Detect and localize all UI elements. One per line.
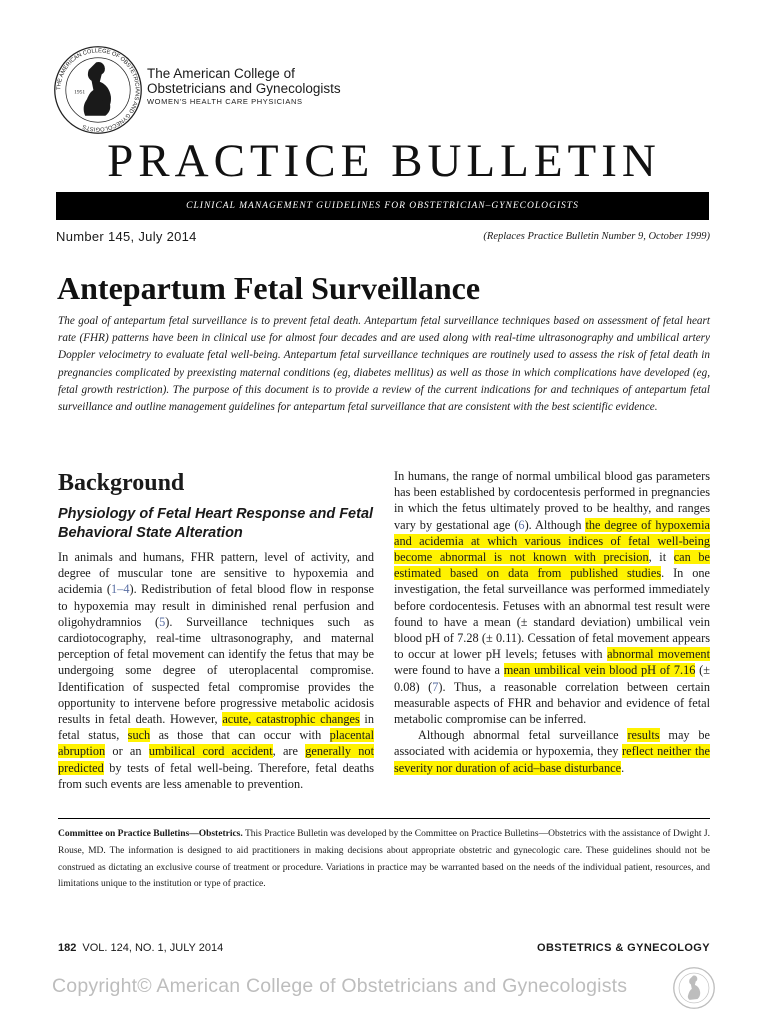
bulletin-number: Number 145, July 2014 [56,229,197,244]
svg-text:1951: 1951 [74,89,86,96]
reference-link[interactable]: 5 [159,614,166,629]
highlight: acute, catastrophic changes [222,712,360,727]
left-paragraph: In animals and humans, FHR pattern, level of activity, and degree of muscular tone are sensitive to hypoxemia and acidemia (1–4). Redistribution of fetal blood flow in response to hypoxemia may result in diminished renal perfusion and oligohydramnios (5). Surveillance techniques such as cardiotocography, real-time ultrasonography, and maternal perception of fetal movement can identify the fetus that may be undergoing some degree of uteroplacental compromise. Identification of suspected fetal compromise provides the opportunity to intervene before progressive metabolic acidosis results in fetal death. However, acute, catastrophic changes in fetal status, such as those that can occur with placental abruption or an umbilical cord accident, are generally not predicted by tests of fetal well-being. Therefore, fetal deaths from such events are less amenable to prevention. [58,550,375,791]
practice-bulletin-title: PRACTICE BULLETIN [107,135,661,187]
organization-name [147,66,341,108]
committee-note: Committee on Practice Bulletins—Obstetrics. This Practice Bulletin was developed by the Committee on Practice Bulletins—Obstetrics with the assistance of Dwight J. Rouse, MD. The information is designed to aid practitioners in making decisions about appropriate obstetric and gynecologic care. These guidelines should not be construed as dictating an exclusive course of treatment or procedure. Variations in practice may be warranted based on the needs of the individual patient, resources, and limitations unique to the institution or type of practice. [58,829,710,890]
highlight: can be estimated based on data from published studies [394,550,710,581]
article-abstract: The goal of antepartum fetal surveillance is to prevent fetal death. Antepartum fetal surveillance techniques based on assessment of fetal heart rate (FHR) patterns have been in clinical use for almost four decades and are used along with real-time ultrasonography and umbilical artery Doppler velocimetry to evaluate fetal well-being. Antepartum fetal surveillance techniques are routinely used to assess the risk of fetal death in pregnancies complicated by preexisting maternal conditions (eg, diabetes mellitus) as well as those in which complications have developed (eg, fetal growth restriction). The purpose of this document is to provide a review of the current indications for and techniques of antepartum fetal surveillance and outline management guidelines for antepartum fetal surveillance that are consistent with the best scientific evidence. [58,315,710,414]
highlight: such [127,728,151,743]
guidelines-banner: CLINICAL MANAGEMENT GUIDELINES FOR OBSTETRICIAN–GYNECOLOGISTS [56,192,709,220]
reference-link[interactable]: 1–4 [111,582,130,597]
right-paragraph-1: In humans, the range of normal umbilical blood gas parameters has been established by cordocentesis performed in pregnancies in which the fetus ultimately proved to be healthy, and ranges vary by gestational age (6). Although the degree of hypoxemia and acidemia at which various indices of fetal well-being become abnormal is not known with precision, it can be estimated based on data from published studies. In one investigation, the fetal surveillance was performed immediately before cordocentesis. Fetuses with an abnormal test result were found to have a mean (± standard deviation) umbilical vein blood pH of 7.28 (± 0.11). Cessation of fetal movement appears to occur at lower pH levels; fetuses with abnormal movement were found to have a mean umbilical vein blood pH of 7.16 (± 0.08) (7). Thus, a reasonable correlation between certain measurable aspects of FHR and behavior and evidence of fetal metabolic compromise can be inferred. [394,469,710,727]
left-column [58,468,374,792]
highlight: abnormal movement [607,647,710,662]
article-title: Antepartum Fetal Surveillance [57,270,481,306]
section-heading-background: Background [58,470,185,496]
footnote-divider [58,818,710,819]
highlight: umbilical cord accident [148,744,273,759]
svg-text:THE AMERICAN COLLEGE OF OBSTET: THE AMERICAN COLLEGE OF OBSTETRICIANS AND GYNECOLOGISTS [56,48,140,132]
highlight: placental abruption [58,728,374,759]
acog-seal-logo [52,44,144,136]
highlight: mean umbilical vein blood pH of 7.16 [503,663,696,678]
journal-name: OBSTETRICS & GYNECOLOGY [537,942,710,954]
right-column [394,468,710,776]
highlight: generally not predicted [58,744,374,775]
highlight: reflect neither the severity nor duration of acid–base disturbance [394,744,710,775]
highlight: results [627,728,660,743]
committee-name: Committee on Practice Bulletins—Obstetrics. [58,829,243,839]
volume-info: VOL. 124, NO. 1, JULY 2014 [82,942,224,954]
copyright-watermark: Copyright© American College of Obstetricians and Gynecologists [52,975,628,997]
reference-link[interactable]: 6 [518,517,525,532]
org-line-1: The American College of [147,66,295,81]
page-number: 182 [58,942,77,954]
org-line-2: Obstetricians and Gynecologists [147,81,341,96]
page-footer-left [58,942,223,954]
reference-link[interactable]: 7 [432,679,439,694]
watermark-seal-icon [672,966,716,1010]
right-paragraph-2: Although abnormal fetal surveillance results may be associated with acidemia or hypoxemia, they reflect neither the severity nor duration of acid–base disturbance. [394,728,710,775]
subsection-heading: Physiology of Fetal Heart Response and Fetal Behavioral State Alteration [58,506,374,541]
highlight: the degree of hypoxemia and acidemia at which various indices of fetal well-being become abnormal is not known with precision [394,517,710,565]
replaces-note: (Replaces Practice Bulletin Number 9, October 1999) [483,231,710,242]
org-tagline: WOMEN'S HEALTH CARE PHYSICIANS [147,97,303,106]
